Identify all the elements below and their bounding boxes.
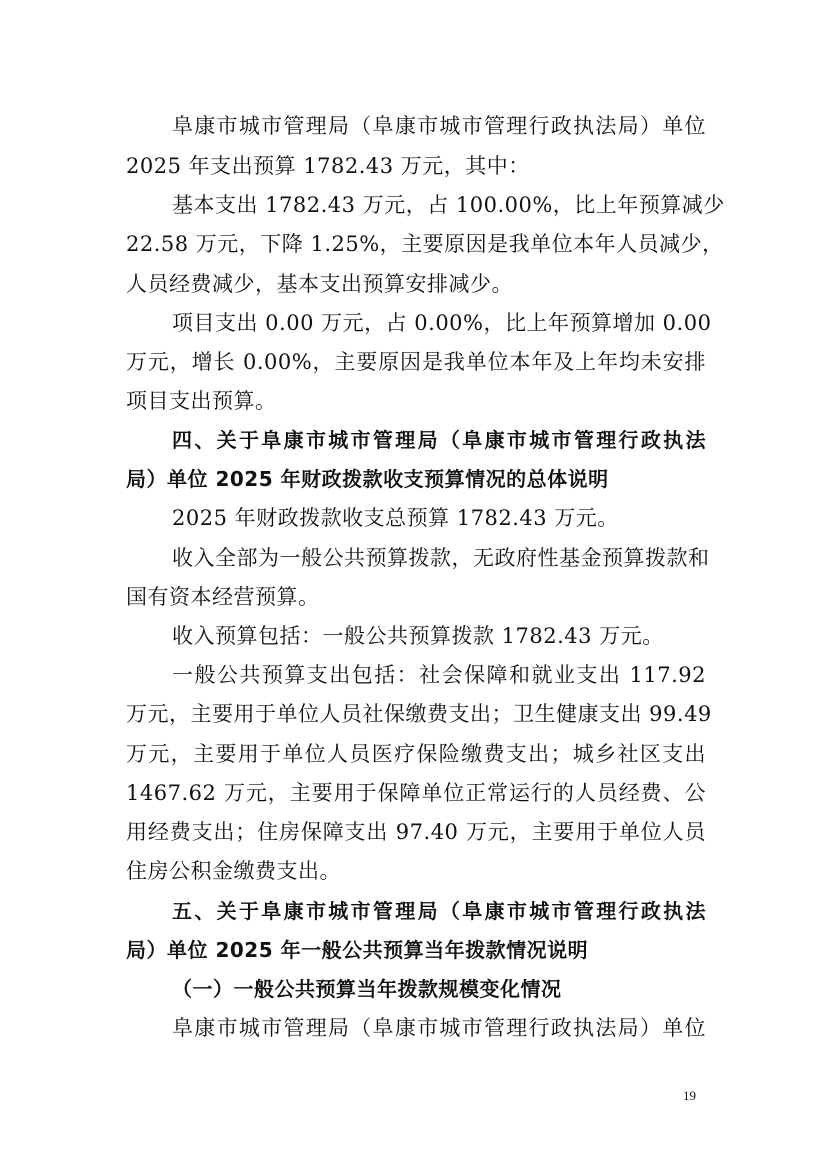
body-text-line: 2025 年支出预算 1782.43 万元，其中： <box>126 154 530 178</box>
body-text-line: 阜康市城市管理局（阜康市城市管理行政执法局）单位 <box>172 114 706 138</box>
body-text-line: 万元，主要用于单位人员医疗保险缴费支出；城乡社区支出 <box>126 742 706 766</box>
body-text-line: 1467.62 万元，主要用于保障单位正常运行的人员经费、公 <box>126 781 706 805</box>
body-text-line: 基本支出 1782.43 万元，占 100.00%，比上年预算减少 <box>172 193 725 217</box>
body-text-line: 国有资本经营预算。 <box>126 585 320 609</box>
body-text-line: 2025 年财政拨款收支总预算 1782.43 万元。 <box>172 506 619 530</box>
section-heading: 局）单位 2025 年财政拨款收支预算情况的总体说明 <box>126 467 609 491</box>
body-text-line: 住房公积金缴费支出。 <box>126 859 341 883</box>
body-text-line: 万元，主要用于单位人员社保缴费支出；卫生健康支出 99.49 <box>126 702 712 726</box>
body-text-line: 项目支出 0.00 万元，占 0.00%，比上年预算增加 0.00 <box>172 311 712 335</box>
body-text-line: 收入预算包括：一般公共预算拨款 1782.43 万元。 <box>172 624 664 648</box>
body-text-line: 人员经费减少，基本支出预算安排减少。 <box>126 272 513 296</box>
body-text-line: 收入全部为一般公共预算拨款，无政府性基金预算拨款和 <box>172 546 710 570</box>
body-text-line: 22.58 万元，下降 1.25%，主要原因是我单位本年人员减少， <box>126 232 724 256</box>
body-text-line: 项目支出预算。 <box>126 389 277 413</box>
section-heading: 四、关于阜康市城市管理局（阜康市城市管理行政执法 <box>172 428 706 452</box>
body-text-line: 阜康市城市管理局（阜康市城市管理行政执法局）单位 <box>172 1016 706 1040</box>
subsection-heading: （一）一般公共预算当年拨款规模变化情况 <box>172 977 562 1001</box>
section-heading: 局）单位 2025 年一般公共预算当年拨款情况说明 <box>126 938 589 962</box>
body-text-line: 万元，增长 0.00%，主要原因是我单位本年及上年均未安排 <box>126 350 706 374</box>
section-heading: 五、关于阜康市城市管理局（阜康市城市管理行政执法 <box>172 899 706 923</box>
body-text-line: 一般公共预算支出包括：社会保障和就业支出 117.92 <box>172 663 706 687</box>
page-number: 19 <box>683 1088 696 1103</box>
body-text-line: 用经费支出；住房保障支出 97.40 万元，主要用于单位人员 <box>126 820 706 844</box>
